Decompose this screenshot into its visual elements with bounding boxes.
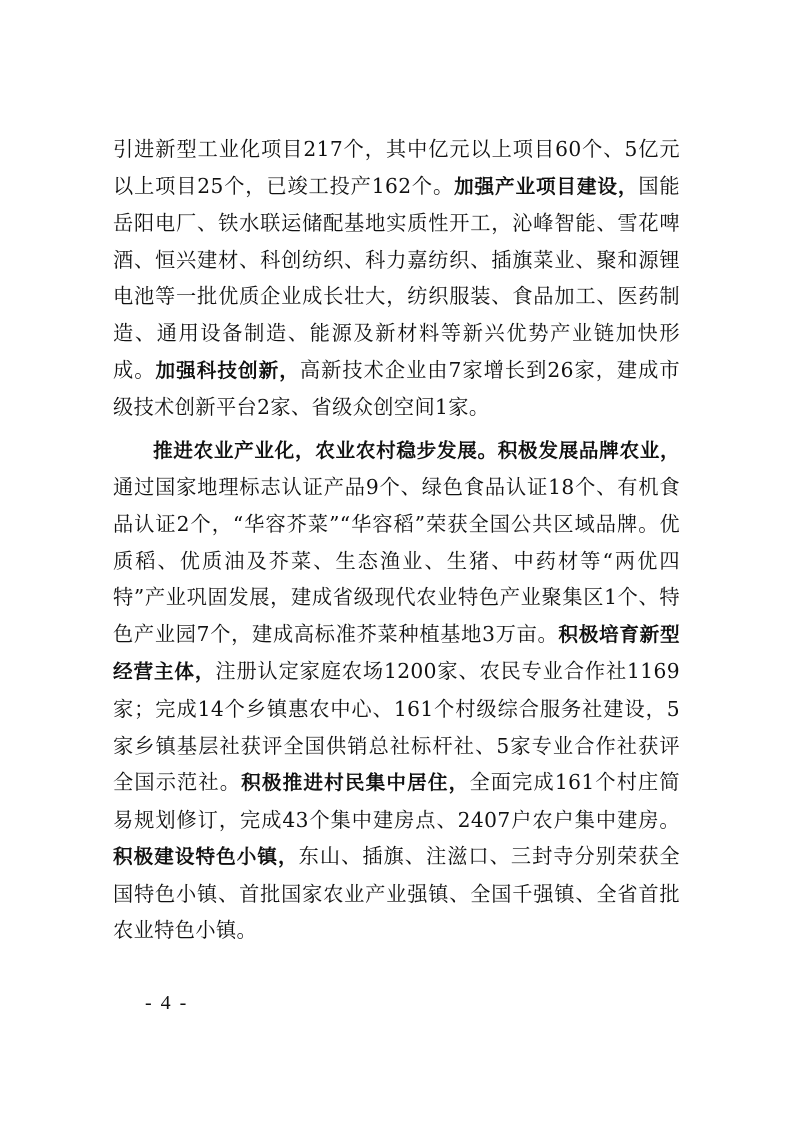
- bold-heading-featured-towns: 积极建设特色小镇，: [113, 845, 299, 869]
- paragraph-text: 通过国家地理标志认证产品9个、绿色食品认证18个、有机食品认证2个，“华容芥菜”“华容稻”荣获全国公共区域品牌。优质稻、优质油及芥菜、生态渔业、生猪、中药材等“两优四特”产业巩固发展，建成省级现代农业特色产业聚集区1个、特色产业园7个，建成高标准芥菜种植基地3万亩。: [113, 475, 680, 646]
- document-page: [113, 131, 680, 955]
- paragraph-industrial-projects: [113, 131, 680, 426]
- bold-heading-business-entities: 积极培育新型经营主体，: [113, 622, 680, 684]
- paragraph-text: 东山、插旗、注滋口、三封寺分别荣获全国特色小镇、首批国家农业产业强镇、全国千强镇、全省首批农业特色小镇。: [113, 844, 681, 943]
- paragraph-text: 注册认定家庭农场1200家、农民专业合作社1169家；完成14个乡镇惠农中心、161个村级综合服务社建设，5家乡镇基层社获评全国供销总社标杆社、5家专业合作社获评全国示范社。: [113, 659, 681, 795]
- bold-heading-villager-housing: 积极推进村民集中居住，: [241, 771, 470, 795]
- bold-heading-agriculture: 推进农业产业化，农业农村稳步发展。积极发展品牌农业，: [153, 438, 680, 462]
- paragraph-text: 引进新型工业化项目217个，其中亿元以上项目60个、5亿元以上项目25个，已竣工投产162个。: [113, 137, 680, 198]
- paragraph-agriculture: [113, 432, 680, 949]
- page-number: - 4 -: [145, 992, 189, 1014]
- paragraph-text: 高新技术企业由7家增长到26家，建成市级技术创新平台2家、省级众创空间1家。: [113, 357, 680, 420]
- bold-heading-tech-innovation: 加强科技创新，: [155, 358, 300, 382]
- bold-heading-industrial-projects: 加强产业项目建设，: [454, 174, 639, 198]
- paragraph-text: 全面完成161个村庄简易规划修订，完成43个集中建房点、2407户农户集中建房。: [113, 770, 680, 832]
- paragraph-text: 国能岳阳电厂、铁水联运储配基地实质性开工，沁峰智能、雪花啤酒、恒兴建材、科创纺织、科力嘉纺织、插旗菜业、聚和源锂电池等一批优质企业成长壮大，纺织服装、食品加工、医药制造、通用设备制造、能源及新材料等新兴优势产业链加快形成。: [113, 173, 680, 382]
